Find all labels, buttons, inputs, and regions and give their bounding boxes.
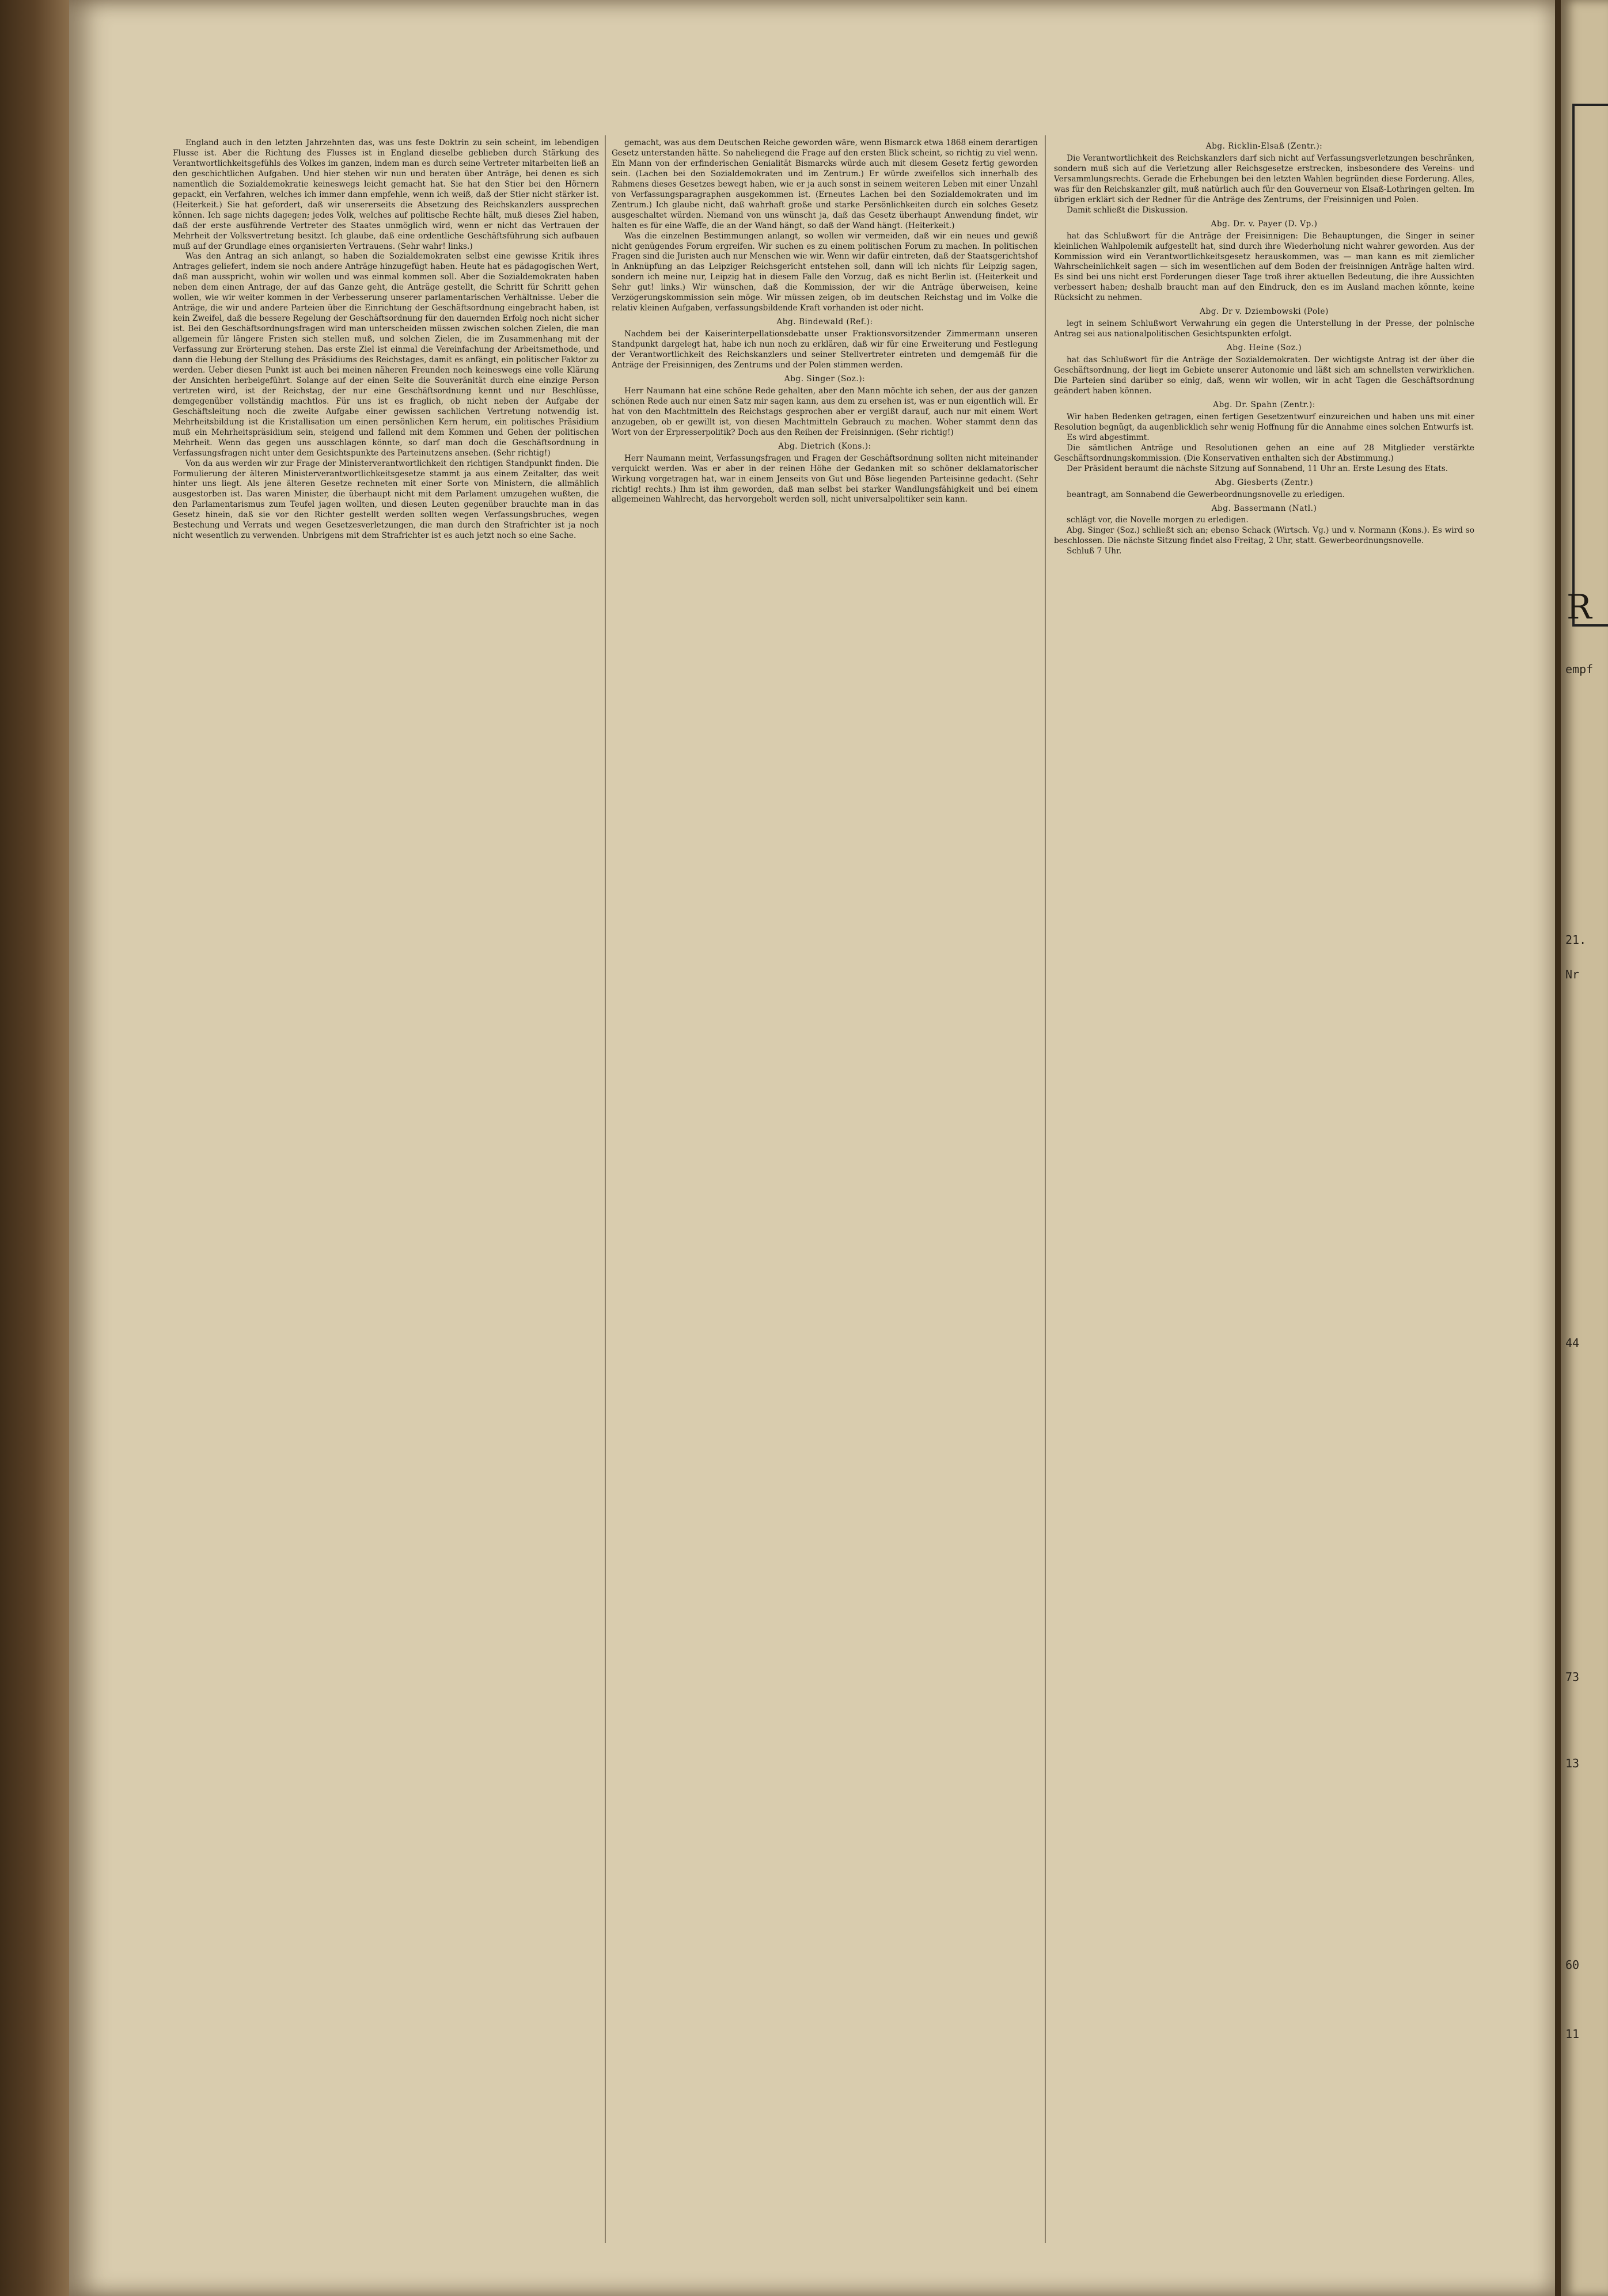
adjacent-fragment: 60 <box>1565 1958 1580 1972</box>
paragraph: Herr Naumann hat eine schöne Rede gehalten, aber den Mann möchte ich sehen, der aus der ganzen schönen Rede auch nur einen Satz mir sagen kann, aus dem zu ersehen ist, was er nun eigentlich will. Er hat von den Machtmitteln des Reichstags gesprochen aber er vergißt darauf, auch nur mit einem Wort anzugeben, ob er gewillt ist, von diesen Machtmitteln Gebrauch zu machen. Woher stammt denn das Wort von der Erpresserpolitik? Doch aus den Reihen der Freisinnigen. (Sehr richtig!) <box>612 386 1038 437</box>
paragraph: Abg. Singer (Soz.) schließt sich an; ebenso Schack (Wirtsch. Vg.) und v. Normann (Kons.). Es wird so beschlossen. Die nächste Sitzung findet also Freitag, 2 Uhr, statt. Gewerbeordnungsnovelle. <box>1054 526 1474 546</box>
paragraph: hat das Schlußwort für die Anträge der Freisinnigen: Die Behauptungen, die Singer in seiner kleinlichen Wahlpolemik aufgestellt hat, sind durch ihre Wiederholung nicht wahrer geworden. Aus der Kommission wird ein Verantwortlichkeitsgesetz herauskommen, was — man kann es mit ziemlicher Wahrscheinlichkeit sagen — sich im wesentlichen auf dem Boden der freisinnigen Anträge halten wird. Es sind bei uns nicht erst Forderungen dieser Tage troß ihrer aktuellen Bedeutung, die ihre Aussichten verbessert haben; deshalb braucht man auf den Eindruck, den es im Ausland machen könnte, keine Rücksicht zu nehmen. <box>1054 231 1474 303</box>
book-spine <box>0 0 69 2296</box>
paragraph: Von da aus werden wir zur Frage der Ministerverantwortlichkeit den richtigen Standpunkt finden. Die Formulierung der älteren Ministerverantwortlichkeitsgesetze stammt ja aus einem Zeitalter, das weit hinter uns liegt. Als jene älteren Gesetze rechneten mit einer Sorte von Ministern, die allmählich ausgestorben ist. Das waren Minister, die überhaupt nicht mit dem Parlament umzugehen wußten, die den Parlamentarismus zum Teufel jagen wollten, und diesen Leuten gegenüber brauchte man in das Gesetz hinein, daß sie vor den Richter gestellt werden sollten wegen Verfassungsbruches, wegen Bestechung und Verrats und wegen Gesetzesverletzungen, die man durch den Strafrichter ist ja noch nicht wesentlich zu verwenden. Unbrigens mit dem Strafrichter ist es auch jetzt noch so eine Sache. <box>173 458 599 541</box>
paragraph: England auch in den letzten Jahrzehnten das, was uns feste Doktrin zu sein scheint, im lebendigen Flusse ist. Aber die Richtung des Flusses ist in England dieselbe geblieben durch Stärkung des Verantwortlichkeitsgefühls des Volkes im ganzen, indem man es durch seine Vertreter mitarbeiten ließ an den geschichtlichen Aufgaben. Und hier stehen wir nun und beraten über Anträge, bei denen es sich namentlich die Sozialdemokratie keineswegs leicht gemacht hat. Sie hat den Stier bei den Hörnern gepackt, ein Verfahren, welches ich immer dann empfehle, wenn ich weiß, daß der Stier nicht stärker ist. (Heiterkeit.) Sie hat gefordert, daß wir unsererseits die Absetzung des Reichskanzlers aussprechen können. Ich sage nichts dagegen; jedes Volk, welches auf politische Rechte hält, muß dieses Ziel haben, daß der erste ausführende Vertreter des Staates unmöglich wird, wenn er nicht das Vertrauen der Mehrheit der Volksvertretung besitzt. Ich glaube, daß eine ordentliche Geschäftsführung sich aufbauen muß auf der Grundlage eines organisierten Vertrauens. (Sehr wahr! links.) <box>173 138 599 251</box>
paragraph: Was den Antrag an sich anlangt, so haben die Sozialdemokraten selbst eine gewisse Kritik ihres Antrages geliefert, indem sie noch andere Anträge hinzugefügt haben. Heute hat es pädagogischen Wert, daß man ausspricht, wohin wir wollen und was einmal kommen soll. Aber die Sozialdemokraten haben neben dem einen Antrage, der auf das Ganze geht, die Anträge gestellt, die Schritt für Schritt gehen wollen, wie wir weiter kommen in der Verbesserung unserer parlamentarischen Verhältnisse. Ueber die Anträge, die wir und andere Parteien über die Einrichtung der Geschäftsordnung eingebracht haben, ist kein Zweifel, daß die bessere Regelung der Geschäftsordnung für den dauernden Erfolg noch nicht sicher ist. Bei den Geschäftsordnungsfragen wird man unterscheiden müssen zwischen solchen Zielen, die man allgemein für längere Fristen sich stellen muß, und solchen Zielen, die im Zusammenhang mit der Verfassung zur Erörterung stehen. Das erste Ziel ist einmal die Vereinfachung der Arbeitsmethode, und dann die Hebung der Stellung des Präsidiums des Reichstages, damit es anfängt, ein politischer Faktor zu werden. Ueber diesen Punkt ist auch bei meinen näheren Freunden noch keineswegs eine volle Klärung der Ansichten herbeigeführt. Solange auf der einen Seite die Souveränität durch eine einzige Person vertreten wird, ist der Reichstag, der nur eine Geschäftsordnung kennt und nur Beschlüsse, demgegenüber vollständig machtlos. Für uns ist es fraglich, ob nicht neben der Aufgabe der Geschäftsleitung noch die zweite Aufgabe einer gewissen sachlichen Vertretung notwendig ist. Mehrheitsbildung ist die Kristallisation um einen persönlichen Kern herum, ein politisches Präsidium muß ein Mehrheitspräsidium sein, steigend und fallend mit dem Kommen und Gehen der politischen Mehrheit. Wenn das gegen uns ausschlagen könnte, so darf man doch die Geschäftsordnung in Verfassungsfragen nicht unter dem Gesichtspunkte des Parteinutzens ansehen. (Sehr richtig!) <box>173 252 599 458</box>
adjacent-frame <box>1572 104 1608 627</box>
adjacent-fragment: 44 <box>1565 1336 1580 1350</box>
adjacent-page-edge <box>1561 0 1608 2296</box>
paragraph: Was die einzelnen Bestimmungen anlangt, so wollen wir vermeiden, daß wir ein neues und gewiß nicht genügendes Forum ergreifen. Wir suchen es zu einem politischen Forum zu machen. In politischen Fragen sind die Juristen auch nur Menschen wie wir. Wenn wir dafür eintreten, daß der Staatsgerichtshof in Anknüpfung an das Leipziger Reichsgericht entstehen soll, dann will ich nichts für Leipzig sagen, sondern ich meine nur, Leipzig hat in diesem Falle den Vorzug, daß es nicht Berlin ist. (Heiterkeit und Sehr gut! links.) Wir wünschen, daß die Kommission, der wir die Anträge überweisen, keine Verzögerungskommission sein möge. Wir müssen zeigen, ob im deutschen Reichstag und im Volke die relativ kleinen Aufgaben, verfassungsbildende Kraft vorhanden ist oder nicht. <box>612 231 1038 313</box>
paragraph: schlägt vor, die Novelle morgen zu erledigen. <box>1067 515 1249 525</box>
paragraph: Die sämtlichen Anträge und Resolutionen gehen an eine auf 28 Mitglieder verstärkte Geschäftsordnungskommission. (Die Konservativen enthalten sich der Abstimmung.) <box>1054 443 1474 463</box>
speaker-heading: Abg. Dr. v. Payer (D. Vp.) <box>1211 219 1318 229</box>
paragraph: hat das Schlußwort für die Anträge der Sozialdemokraten. Der wichtigste Antrag ist der über die Geschäftsordnung, der liegt im Gebiete unserer Autonomie und läßt sich am schnellsten verwirklichen. Die Parteien sind darüber so einig, daß, wenn wir wollen, wir in acht Tagen die Geschäftsordnung geändert haben können. <box>1054 355 1474 396</box>
adjacent-fragment: empf <box>1565 662 1594 676</box>
speaker-heading: Abg. Giesberts (Zentr.) <box>1215 477 1314 487</box>
speaker-heading: Abg. Heine (Soz.) <box>1226 343 1302 353</box>
paragraph: Herr Naumann meint, Verfassungsfragen und Fragen der Geschäftsordnung sollten nicht miteinander verquickt werden. Was er aber in der reinen Höhe der Gedanken mit so schöner deklamatorischer Wirkung vorgetragen hat, war in einem Jenseits von Gut und Böse liegenden Parteisinne gedacht. (Sehr richtig! rechts.) Ihm ist ihm geworden, daß man selbst bei starker Wandlungsfähigkeit und bei einem allgemeinen Wahlrecht, das hervorgeholt werden soll, nicht universalpolitiker sein kann. <box>612 453 1038 504</box>
speaker-heading: Abg. Dr. Spahn (Zentr.): <box>1213 400 1315 409</box>
paragraph: Schluß 7 Uhr. <box>1067 547 1122 556</box>
speaker-heading: Abg. Dr v. Dziembowski (Pole) <box>1200 307 1329 317</box>
speaker-heading: Abg. Bassermann (Natl.) <box>1211 503 1317 513</box>
paragraph: beantragt, am Sonnabend die Gewerbeordnungsnovelle zu erledigen. <box>1067 489 1345 499</box>
page-gutter <box>1555 0 1561 2296</box>
paragraph: Wir haben Bedenken getragen, einen fertigen Gesetzentwurf einzureichen und haben uns mit einer Resolution begnügt, da augenblicklich sehr wenig Hoffnung für die Annahme eines solchen Entwurfs ist. <box>1054 412 1474 432</box>
paragraph: gemacht, was aus dem Deutschen Reiche geworden wäre, wenn Bismarck etwa 1868 einem derartigen Gesetz unterstanden hätte. So naheliegend die Frage auf den ersten Blick scheint, so richtig zu viel wenn. Ein Mann von der erfinderischen Genialität Bismarcks würde auch mit diesem Gesetz fertig geworden sein. (Lachen bei den Sozialdemokraten und im Zentrum.) Er würde zweifellos sich innerhalb des Rahmens dieses Gesetzes bewegt haben, wie er ja auch sonst in seinem weiteren Leben mit einer Unzahl von Verfassungsparagraphen ausgekommen ist. (Erneutes Lachen bei den Sozialdemokraten und im Zentrum.) Ich glaube nicht, daß wahrhaft große und starke Persönlichkeiten durch ein solches Gesetz ausgeschaltet würden. Niemand von uns wünscht ja, daß das Gesetz überhaupt Anwendung findet, wir halten es für eine Waffe, die an der Wand hängt, so daß der Wand hängt. (Heiterkeit.) <box>612 138 1038 230</box>
speaker-heading: Abg. Singer (Soz.): <box>784 374 866 384</box>
adjacent-fragment: 73 <box>1565 1670 1580 1684</box>
paragraph: legt in seinem Schlußwort Verwahrung ein gegen die Unterstellung in der Presse, der polnische Antrag sei aus nationalpolitischen Gesichtspunkten erfolgt. <box>1054 319 1474 339</box>
paragraph: Es wird abgestimmt. <box>1067 432 1150 442</box>
column-left <box>173 138 599 2252</box>
speaker-heading: Abg. Ricklin-Elsaß (Zentr.): <box>1205 142 1323 151</box>
speaker-heading: Abg. Bindewald (Ref.): <box>776 317 873 327</box>
adjacent-fragment: R <box>1567 587 1592 627</box>
adjacent-fragment: 11 <box>1565 2027 1580 2041</box>
column-right <box>1054 138 1474 2252</box>
paragraph: Damit schließt die Diskussion. <box>1067 205 1188 215</box>
column-rule-2 <box>1045 135 1046 2243</box>
adjacent-fragment: 13 <box>1565 1756 1580 1770</box>
paragraph: Der Präsident beraumt die nächste Sitzung auf Sonnabend, 11 Uhr an. Erste Lesung des Etats. <box>1067 464 1448 473</box>
column-middle <box>612 138 1038 2252</box>
column-rule-1 <box>605 135 606 2243</box>
paragraph: Nachdem bei der Kaiserinterpellationsdebatte unser Fraktionsvorsitzender Zimmermann unseren Standpunkt dargelegt hat, habe ich nun noch zu erklären, daß wir für eine Erweiterung und Festlegung der Verantwortlichkeit des Reichskanzlers und seiner Stellvertreter eintreten und demgemäß für die Anträge der Freisinnigen, des Zentrums und der Polen stimmen werden. <box>612 329 1038 370</box>
speaker-heading: Abg. Dietrich (Kons.): <box>778 441 871 451</box>
adjacent-fragment: Nr <box>1565 967 1580 981</box>
adjacent-fragment: 21. <box>1565 933 1587 947</box>
paragraph: Die Verantwortlichkeit des Reichskanzlers darf sich nicht auf Verfassungsverletzungen beschränken, sondern muß sich auf die Verletzung aller Reichsgesetze erstrecken, insbesondere des Vereins- und Versammlungsrechts. Gerade die Erhebungen bei den letzten Wahlen begründen diese Forderung. Alles, was für den Reichskanzler gilt, muß natürlich auch für den Gouverneur von Elsaß-Lothringen gelten. Im übrigen erklärt sich der Redner für die Anträge des Zentrums, der Freisinnigen und Polen. <box>1054 153 1474 204</box>
